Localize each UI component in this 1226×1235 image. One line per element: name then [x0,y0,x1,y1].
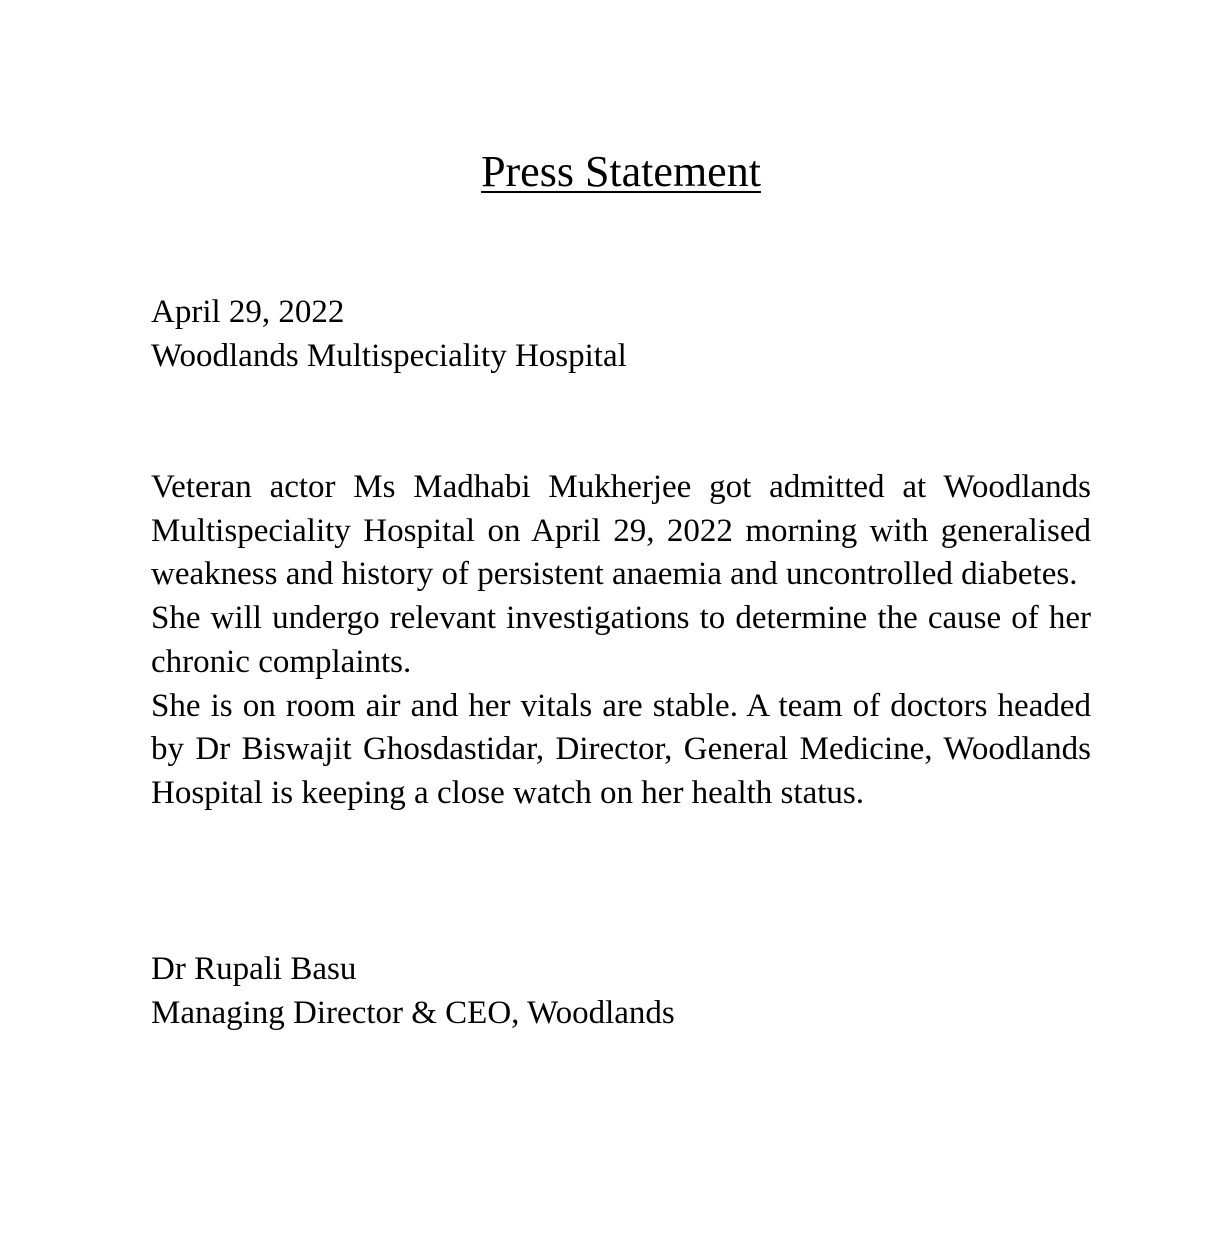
page-title [0,142,1226,202]
body-paragraph: She is on room air and her vitals are stable. A team of doctors headed by Dr Biswajit Ghosdastidar, Director, General Medicine, Woodlands Hospital is keeping a close watch on her health status. [151,687,1091,811]
title-text: Press Statement [481,147,761,196]
body-paragraph: She will undergo relevant investigations to determine the cause of her chronic complaints. [151,600,1091,680]
statement-body [151,466,1091,816]
signatory-designation: Managing Director & CEO, Woodlands [151,995,675,1031]
signatory-name: Dr Rupali Basu [151,951,357,987]
hospital-name: Woodlands Multispeciality Hospital [151,338,627,374]
statement-header [151,290,627,378]
signature-block [151,947,675,1035]
statement-date: April 29, 2022 [151,294,345,330]
body-paragraph: Veteran actor Ms Madhabi Mukherjee got admitted at Woodlands Multispeciality Hospital on April 29, 2022 morning with generalised weakness and history of persistent anaemia and uncontrolled diabetes. [151,469,1091,593]
